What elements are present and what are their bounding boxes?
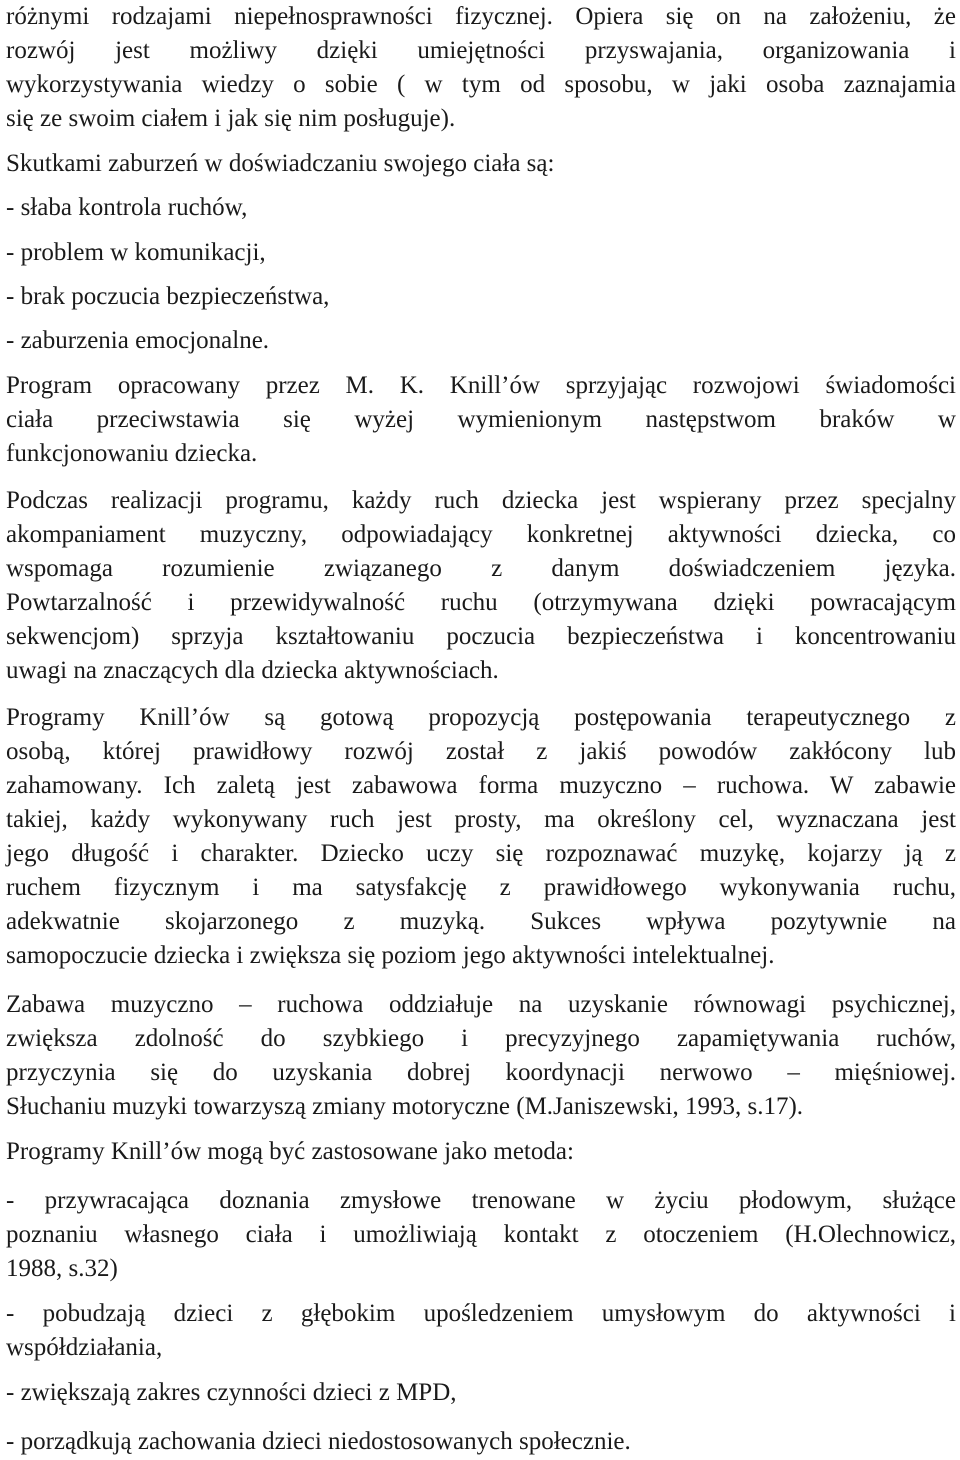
text-line: wykorzystywania wiedzy o sobie ( w tym od sposobu, w jaki osoba zaznajamia [6, 71, 956, 98]
text-line: funkcjonowaniu dziecka. [6, 440, 258, 467]
paragraph-program-description [6, 369, 956, 471]
text-line: Podczas realizacji programu, każdy ruch dziecka jest wspierany przez specjalny [6, 487, 956, 514]
list-item-method [6, 1184, 956, 1286]
paragraph-disorders-heading [6, 147, 956, 181]
text-line: ciała przeciwstawia się wyżej wymienionym następstwom braków w [6, 406, 956, 433]
text-line: sekwencjom) sprzyja kształtowaniu poczucia bezpieczeństwa i koncentrowaniu [6, 623, 956, 650]
text-line: różnymi rodzajami niepełnosprawności fizycznej. Opiera się on na założeniu, że [6, 3, 956, 30]
text-line: akompaniament muzyczny, odpowiadający konkretnej aktywności dziecka, co [6, 521, 956, 548]
text-line: Zabawa muzyczno – ruchowa oddziałuje na uzyskanie równowagi psychicznej, [6, 991, 956, 1018]
text-line: Powtarzalność i przewidywalność ruchu (otrzymywana dzięki powracającym [6, 589, 956, 616]
text-line: osobą, której prawidłowy rozwój został z jakiś powodów zakłócony lub [6, 738, 956, 765]
text-line: współdziałania, [6, 1334, 163, 1361]
text-line: Skutkami zaburzeń w doświadczaniu swojego ciała są: [6, 150, 555, 177]
text-line: ruchem fizycznym i ma satysfakcję z prawidłowego wykonywania ruchu, [6, 874, 956, 901]
list-item-disorder [6, 191, 956, 225]
text-line: - pobudzają dzieci z głębokim upośledzeniem umysłowym do aktywności i [6, 1300, 956, 1327]
text-line: - przywracająca doznania zmysłowe trenowane w życiu płodowym, służące [6, 1187, 956, 1214]
text-line: - słaba kontrola ruchów, [6, 194, 248, 221]
list-item-method [6, 1297, 956, 1365]
list-item-method [6, 1376, 956, 1410]
text-line: przyczynia się do uzyskania dobrej koordynacji nerwowo – mięśniowej. [6, 1059, 956, 1086]
text-line: Program opracowany przez M. K. Knill’ów sprzyjając rozwojowi świadomości [6, 372, 956, 399]
text-line: zwiększa zdolność do szybkiego i precyzyjnego zapamiętywania ruchów, [6, 1025, 956, 1052]
text-line: uwagi na znaczących dla dziecka aktywnościach. [6, 657, 499, 684]
paragraph-method-heading [6, 1135, 956, 1169]
text-line: takiej, każdy wykonywany ruch jest prosty, ma określony cel, wyznaczana jest [6, 806, 956, 833]
paragraph-intro-continuation [6, 0, 956, 136]
text-line: - zaburzenia emocjonalne. [6, 327, 270, 354]
text-line: wspomaga rozumienie związanego z danym doświadczeniem języka. [6, 555, 956, 582]
text-line: - porządkują zachowania dzieci niedostosowanych społecznie. [6, 1428, 631, 1455]
list-item-disorder [6, 236, 956, 270]
text-line: samopoczucie dziecka i zwiększa się poziom jego aktywności intelektualnej. [6, 942, 775, 969]
text-line: adekwatnie skojarzonego z muzyką. Sukces wpływa pozytywnie na [6, 908, 956, 935]
text-line: 1988, s.32) [6, 1255, 118, 1282]
text-line: rozwój jest możliwy dzięki umiejętności przyswajania, organizowania i [6, 37, 956, 64]
text-line: Słuchaniu muzyki towarzyszą zmiany motoryczne (M.Janiszewski, 1993, s.17). [6, 1093, 804, 1120]
text-line: - zwiększają zakres czynności dzieci z MPD, [6, 1379, 457, 1406]
paragraph-music-movement-play [6, 988, 956, 1124]
document-page [6, 0, 956, 1460]
text-line: zahamowany. Ich zaletą jest zabawowa forma muzyczno – ruchowa. W zabawie [6, 772, 956, 799]
paragraph-program-benefits [6, 701, 956, 973]
list-item-method [6, 1425, 956, 1459]
text-line: się ze swoim ciałem i jak się nim posługuje). [6, 105, 456, 132]
text-line: poznaniu własnego ciała i umożliwiają kontakt z otoczeniem (H.Olechnowicz, [6, 1221, 956, 1248]
text-line: jego długość i charakter. Dziecko uczy się rozpoznawać muzykę, kojarzy ją z [6, 840, 956, 867]
list-item-disorder [6, 324, 956, 358]
paragraph-program-realization [6, 484, 956, 688]
text-line: - problem w komunikacji, [6, 239, 266, 266]
text-line: Programy Knill’ów mogą być zastosowane jako metoda: [6, 1138, 574, 1165]
list-item-disorder [6, 280, 956, 314]
text-line: - brak poczucia bezpieczeństwa, [6, 283, 330, 310]
text-line: Programy Knill’ów są gotową propozycją postępowania terapeutycznego z [6, 704, 956, 731]
